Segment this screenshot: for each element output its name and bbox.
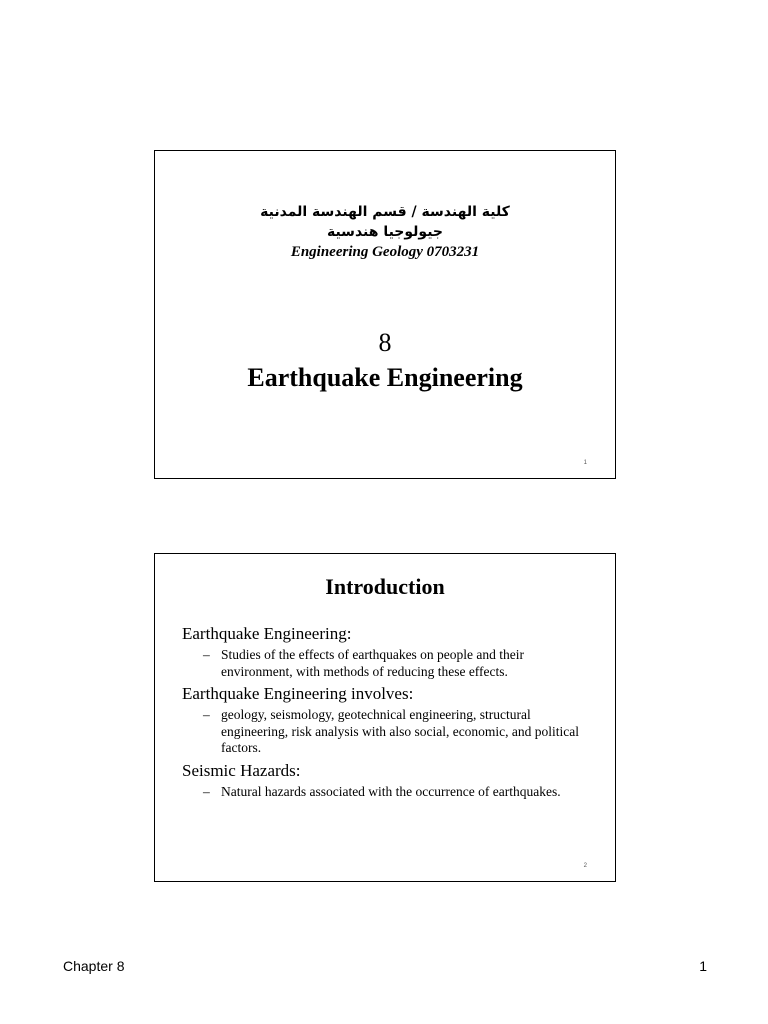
- bullet-item: [182, 707, 585, 757]
- dash-bullet-icon: –: [203, 783, 210, 799]
- chapter-number: 8: [378, 328, 392, 357]
- section-heading: Seismic Hazards:: [182, 760, 301, 780]
- section-heading: Earthquake Engineering involves:: [182, 684, 414, 703]
- slide-content: [182, 624, 585, 804]
- footer-chapter: Chapter 8: [63, 958, 125, 974]
- bullet-item: [182, 647, 585, 680]
- slide-number: 1: [583, 460, 587, 466]
- course-code: Engineering Geology 0703231: [290, 244, 480, 260]
- bullet-text: geology, seismology, geotechnical engineering, structural engineering, risk analysis with also social, economic, and political factors.: [221, 707, 580, 755]
- bullet-text: Natural hazards associated with the occurrence of earthquakes.: [221, 783, 561, 799]
- bullet-item: [182, 784, 585, 801]
- course-name-arabic: جيولوجيا هندسية: [326, 224, 444, 240]
- faculty-department-line: كلية الهندسة / قسم الهندسة المدنية: [260, 204, 510, 220]
- slide-number: 2: [583, 863, 587, 869]
- bullet-text: Studies of the effects of earthquakes on people and their environment, with methods of reducing these effects.: [221, 647, 525, 679]
- section-heading: Earthquake Engineering:: [182, 624, 352, 643]
- slide-1: [154, 150, 616, 479]
- slide-2: [154, 553, 616, 882]
- slide-title: Introduction: [325, 574, 445, 599]
- dash-bullet-icon: –: [203, 647, 210, 662]
- dash-bullet-icon: –: [203, 707, 210, 722]
- chapter-title: Earthquake Engineering: [247, 363, 523, 392]
- footer-page-number: 1: [699, 958, 707, 974]
